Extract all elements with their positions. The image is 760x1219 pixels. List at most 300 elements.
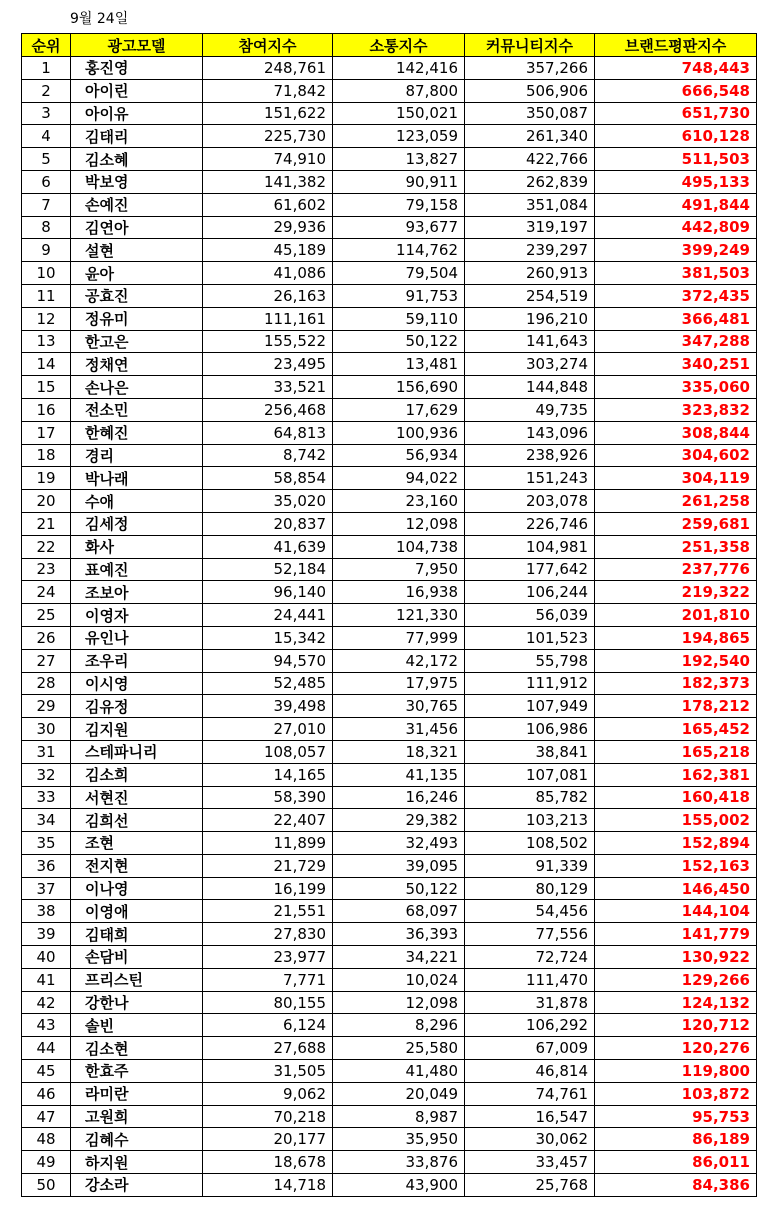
table-row [22,786,757,809]
cell-community: 103,213 [465,809,595,832]
table-row [22,216,757,239]
cell-communication: 56,934 [333,444,465,467]
cell-communication: 30,765 [333,695,465,718]
cell-communication: 50,122 [333,877,465,900]
table-row [22,968,757,991]
cell-rank: 21 [22,512,71,535]
cell-community: 56,039 [465,604,595,627]
cell-communication: 59,110 [333,307,465,330]
cell-participation: 21,551 [203,900,333,923]
cell-model-name: 화사 [71,535,203,558]
table-row [22,125,757,148]
cell-rank: 12 [22,307,71,330]
cell-brand-index: 95,753 [595,1105,757,1128]
cell-community: 262,839 [465,170,595,193]
cell-participation: 8,742 [203,444,333,467]
cell-brand-index: 120,712 [595,1014,757,1037]
cell-participation: 80,155 [203,991,333,1014]
cell-brand-index: 141,779 [595,923,757,946]
cell-rank: 32 [22,763,71,786]
cell-rank: 24 [22,581,71,604]
cell-communication: 35,950 [333,1128,465,1151]
cell-rank: 38 [22,900,71,923]
cell-communication: 29,382 [333,809,465,832]
cell-model-name: 공효진 [71,284,203,307]
table-row [22,148,757,171]
cell-brand-index: 129,266 [595,968,757,991]
cell-community: 77,556 [465,923,595,946]
cell-participation: 33,521 [203,376,333,399]
cell-communication: 156,690 [333,376,465,399]
cell-communication: 7,950 [333,558,465,581]
cell-participation: 29,936 [203,216,333,239]
cell-community: 108,502 [465,832,595,855]
table-row [22,923,757,946]
cell-model-name: 강소라 [71,1174,203,1197]
cell-brand-index: 152,163 [595,854,757,877]
cell-community: 111,912 [465,672,595,695]
cell-communication: 43,900 [333,1174,465,1197]
table-row [22,1105,757,1128]
table-row [22,535,757,558]
cell-participation: 14,718 [203,1174,333,1197]
cell-rank: 23 [22,558,71,581]
cell-rank: 8 [22,216,71,239]
cell-brand-index: 610,128 [595,125,757,148]
cell-communication: 12,098 [333,512,465,535]
cell-model-name: 박나래 [71,467,203,490]
cell-rank: 39 [22,923,71,946]
cell-participation: 111,161 [203,307,333,330]
cell-community: 357,266 [465,57,595,80]
cell-communication: 32,493 [333,832,465,855]
cell-brand-index: 259,681 [595,512,757,535]
cell-communication: 41,480 [333,1060,465,1083]
table-row [22,239,757,262]
cell-model-name: 김연아 [71,216,203,239]
cell-communication: 79,504 [333,262,465,285]
cell-brand-index: 124,132 [595,991,757,1014]
cell-rank: 9 [22,239,71,262]
cell-brand-index: 304,602 [595,444,757,467]
cell-rank: 10 [22,262,71,285]
cell-community: 38,841 [465,740,595,763]
cell-participation: 52,184 [203,558,333,581]
cell-model-name: 이영자 [71,604,203,627]
cell-brand-index: 84,386 [595,1174,757,1197]
cell-community: 67,009 [465,1037,595,1060]
table-row [22,444,757,467]
cell-community: 143,096 [465,421,595,444]
table-row [22,1151,757,1174]
cell-brand-index: 495,133 [595,170,757,193]
cell-model-name: 아이린 [71,79,203,102]
cell-participation: 18,678 [203,1151,333,1174]
cell-model-name: 홍진영 [71,57,203,80]
table-row [22,512,757,535]
cell-model-name: 이시영 [71,672,203,695]
cell-participation: 23,495 [203,353,333,376]
cell-communication: 142,416 [333,57,465,80]
table-row [22,626,757,649]
cell-communication: 20,049 [333,1082,465,1105]
cell-model-name: 손담비 [71,946,203,969]
table-row [22,946,757,969]
table-row [22,353,757,376]
cell-communication: 42,172 [333,649,465,672]
cell-model-name: 프리스틴 [71,968,203,991]
cell-participation: 61,602 [203,193,333,216]
cell-rank: 4 [22,125,71,148]
cell-participation: 14,165 [203,763,333,786]
cell-brand-index: 120,276 [595,1037,757,1060]
cell-brand-index: 511,503 [595,148,757,171]
cell-model-name: 하지원 [71,1151,203,1174]
cell-participation: 41,639 [203,535,333,558]
cell-brand-index: 237,776 [595,558,757,581]
cell-community: 351,084 [465,193,595,216]
cell-brand-index: 155,002 [595,809,757,832]
cell-communication: 77,999 [333,626,465,649]
cell-model-name: 김세정 [71,512,203,535]
cell-model-name: 김지원 [71,718,203,741]
table-row [22,1014,757,1037]
cell-community: 104,981 [465,535,595,558]
cell-model-name: 정채연 [71,353,203,376]
cell-communication: 41,135 [333,763,465,786]
cell-community: 238,926 [465,444,595,467]
cell-brand-index: 323,832 [595,398,757,421]
header-row [22,34,757,57]
cell-rank: 7 [22,193,71,216]
cell-rank: 14 [22,353,71,376]
table-row [22,991,757,1014]
cell-participation: 58,390 [203,786,333,809]
cell-participation: 141,382 [203,170,333,193]
table-row [22,649,757,672]
cell-community: 49,735 [465,398,595,421]
table-row [22,1082,757,1105]
cell-participation: 7,771 [203,968,333,991]
cell-communication: 18,321 [333,740,465,763]
brand-ranking-table [21,33,757,1197]
cell-communication: 13,827 [333,148,465,171]
cell-model-name: 설현 [71,239,203,262]
header-rank: 순위 [22,34,71,57]
cell-model-name: 김태희 [71,923,203,946]
cell-community: 303,274 [465,353,595,376]
cell-community: 196,210 [465,307,595,330]
cell-participation: 26,163 [203,284,333,307]
cell-model-name: 표예진 [71,558,203,581]
table-row [22,877,757,900]
cell-communication: 8,296 [333,1014,465,1037]
table-row [22,57,757,80]
cell-participation: 16,199 [203,877,333,900]
cell-community: 226,746 [465,512,595,535]
cell-model-name: 정유미 [71,307,203,330]
table-row [22,672,757,695]
cell-communication: 36,393 [333,923,465,946]
header-communication: 소통지수 [333,34,465,57]
cell-rank: 5 [22,148,71,171]
cell-participation: 27,830 [203,923,333,946]
cell-communication: 150,021 [333,102,465,125]
cell-brand-index: 335,060 [595,376,757,399]
cell-community: 151,243 [465,467,595,490]
cell-rank: 13 [22,330,71,353]
cell-brand-index: 308,844 [595,421,757,444]
cell-brand-index: 192,540 [595,649,757,672]
cell-communication: 123,059 [333,125,465,148]
cell-community: 101,523 [465,626,595,649]
cell-model-name: 조우리 [71,649,203,672]
cell-community: 106,244 [465,581,595,604]
cell-community: 54,456 [465,900,595,923]
cell-model-name: 수애 [71,490,203,513]
header-participation: 참여지수 [203,34,333,57]
cell-rank: 36 [22,854,71,877]
header-community: 커뮤니티지수 [465,34,595,57]
cell-community: 506,906 [465,79,595,102]
cell-model-name: 손예진 [71,193,203,216]
cell-participation: 22,407 [203,809,333,832]
cell-model-name: 윤아 [71,262,203,285]
cell-community: 106,292 [465,1014,595,1037]
cell-brand-index: 182,373 [595,672,757,695]
cell-community: 239,297 [465,239,595,262]
cell-participation: 24,441 [203,604,333,627]
cell-rank: 43 [22,1014,71,1037]
cell-rank: 20 [22,490,71,513]
cell-communication: 16,938 [333,581,465,604]
cell-model-name: 김소혜 [71,148,203,171]
cell-brand-index: 103,872 [595,1082,757,1105]
cell-model-name: 이영애 [71,900,203,923]
table-row [22,832,757,855]
cell-community: 74,761 [465,1082,595,1105]
cell-brand-index: 399,249 [595,239,757,262]
cell-community: 72,724 [465,946,595,969]
cell-communication: 91,753 [333,284,465,307]
cell-rank: 25 [22,604,71,627]
cell-rank: 48 [22,1128,71,1151]
table-row [22,1128,757,1151]
cell-communication: 8,987 [333,1105,465,1128]
table-row [22,262,757,285]
cell-participation: 45,189 [203,239,333,262]
table-row [22,376,757,399]
cell-model-name: 솔빈 [71,1014,203,1037]
cell-brand-index: 178,212 [595,695,757,718]
table-row [22,695,757,718]
cell-communication: 114,762 [333,239,465,262]
cell-communication: 34,221 [333,946,465,969]
cell-communication: 50,122 [333,330,465,353]
cell-model-name: 이나영 [71,877,203,900]
table-row [22,763,757,786]
cell-rank: 30 [22,718,71,741]
cell-communication: 93,677 [333,216,465,239]
cell-communication: 79,158 [333,193,465,216]
cell-participation: 15,342 [203,626,333,649]
cell-community: 350,087 [465,102,595,125]
cell-communication: 104,738 [333,535,465,558]
table-row [22,467,757,490]
cell-brand-index: 651,730 [595,102,757,125]
cell-model-name: 김유정 [71,695,203,718]
cell-brand-index: 194,865 [595,626,757,649]
cell-model-name: 전소민 [71,398,203,421]
cell-participation: 20,837 [203,512,333,535]
cell-community: 106,986 [465,718,595,741]
cell-participation: 9,062 [203,1082,333,1105]
cell-communication: 13,481 [333,353,465,376]
cell-communication: 17,629 [333,398,465,421]
cell-rank: 22 [22,535,71,558]
cell-participation: 64,813 [203,421,333,444]
table-row [22,398,757,421]
cell-participation: 58,854 [203,467,333,490]
cell-communication: 121,330 [333,604,465,627]
cell-model-name: 유인나 [71,626,203,649]
cell-community: 144,848 [465,376,595,399]
cell-rank: 44 [22,1037,71,1060]
cell-brand-index: 748,443 [595,57,757,80]
cell-rank: 37 [22,877,71,900]
table-row [22,604,757,627]
cell-participation: 31,505 [203,1060,333,1083]
cell-rank: 29 [22,695,71,718]
cell-rank: 49 [22,1151,71,1174]
cell-model-name: 스테파니리 [71,740,203,763]
cell-rank: 41 [22,968,71,991]
header-brand-index: 브랜드평판지수 [595,34,757,57]
cell-communication: 87,800 [333,79,465,102]
cell-brand-index: 340,251 [595,353,757,376]
cell-brand-index: 261,258 [595,490,757,513]
table-row [22,900,757,923]
cell-participation: 41,086 [203,262,333,285]
cell-brand-index: 86,189 [595,1128,757,1151]
cell-brand-index: 144,104 [595,900,757,923]
cell-participation: 6,124 [203,1014,333,1037]
cell-participation: 108,057 [203,740,333,763]
cell-communication: 33,876 [333,1151,465,1174]
cell-rank: 45 [22,1060,71,1083]
cell-participation: 35,020 [203,490,333,513]
table-row [22,1174,757,1197]
cell-communication: 23,160 [333,490,465,513]
cell-brand-index: 219,322 [595,581,757,604]
cell-rank: 26 [22,626,71,649]
cell-model-name: 경리 [71,444,203,467]
cell-rank: 31 [22,740,71,763]
cell-community: 141,643 [465,330,595,353]
date-label: 9월 24일 [70,11,129,27]
cell-participation: 71,842 [203,79,333,102]
cell-brand-index: 666,548 [595,79,757,102]
cell-participation: 70,218 [203,1105,333,1128]
cell-communication: 17,975 [333,672,465,695]
table-row [22,1037,757,1060]
cell-communication: 39,095 [333,854,465,877]
cell-brand-index: 119,800 [595,1060,757,1083]
cell-model-name: 한효주 [71,1060,203,1083]
cell-rank: 40 [22,946,71,969]
cell-rank: 42 [22,991,71,1014]
cell-rank: 47 [22,1105,71,1128]
cell-participation: 27,010 [203,718,333,741]
cell-brand-index: 86,011 [595,1151,757,1174]
cell-participation: 96,140 [203,581,333,604]
table-row [22,284,757,307]
cell-brand-index: 162,381 [595,763,757,786]
cell-communication: 16,246 [333,786,465,809]
cell-communication: 68,097 [333,900,465,923]
cell-brand-index: 491,844 [595,193,757,216]
table-row [22,79,757,102]
cell-brand-index: 160,418 [595,786,757,809]
cell-participation: 11,899 [203,832,333,855]
cell-rank: 27 [22,649,71,672]
cell-model-name: 전지현 [71,854,203,877]
table-row [22,330,757,353]
table-row [22,102,757,125]
header-model: 광고모델 [71,34,203,57]
cell-rank: 1 [22,57,71,80]
cell-community: 107,949 [465,695,595,718]
cell-community: 55,798 [465,649,595,672]
cell-model-name: 한고은 [71,330,203,353]
cell-participation: 20,177 [203,1128,333,1151]
cell-model-name: 조현 [71,832,203,855]
cell-rank: 18 [22,444,71,467]
cell-brand-index: 146,450 [595,877,757,900]
cell-brand-index: 347,288 [595,330,757,353]
cell-community: 33,457 [465,1151,595,1174]
cell-communication: 25,580 [333,1037,465,1060]
table-row [22,193,757,216]
cell-rank: 35 [22,832,71,855]
cell-model-name: 김태리 [71,125,203,148]
cell-participation: 74,910 [203,148,333,171]
cell-model-name: 박보영 [71,170,203,193]
cell-community: 254,519 [465,284,595,307]
table-row [22,421,757,444]
cell-community: 80,129 [465,877,595,900]
cell-brand-index: 201,810 [595,604,757,627]
cell-communication: 100,936 [333,421,465,444]
cell-brand-index: 152,894 [595,832,757,855]
cell-community: 177,642 [465,558,595,581]
table-row [22,740,757,763]
cell-model-name: 고원희 [71,1105,203,1128]
cell-brand-index: 251,358 [595,535,757,558]
cell-rank: 19 [22,467,71,490]
cell-participation: 151,622 [203,102,333,125]
cell-communication: 31,456 [333,718,465,741]
cell-model-name: 김희선 [71,809,203,832]
table-row [22,718,757,741]
cell-brand-index: 442,809 [595,216,757,239]
cell-participation: 21,729 [203,854,333,877]
cell-model-name: 라미란 [71,1082,203,1105]
cell-communication: 10,024 [333,968,465,991]
cell-rank: 15 [22,376,71,399]
cell-brand-index: 165,218 [595,740,757,763]
cell-communication: 90,911 [333,170,465,193]
